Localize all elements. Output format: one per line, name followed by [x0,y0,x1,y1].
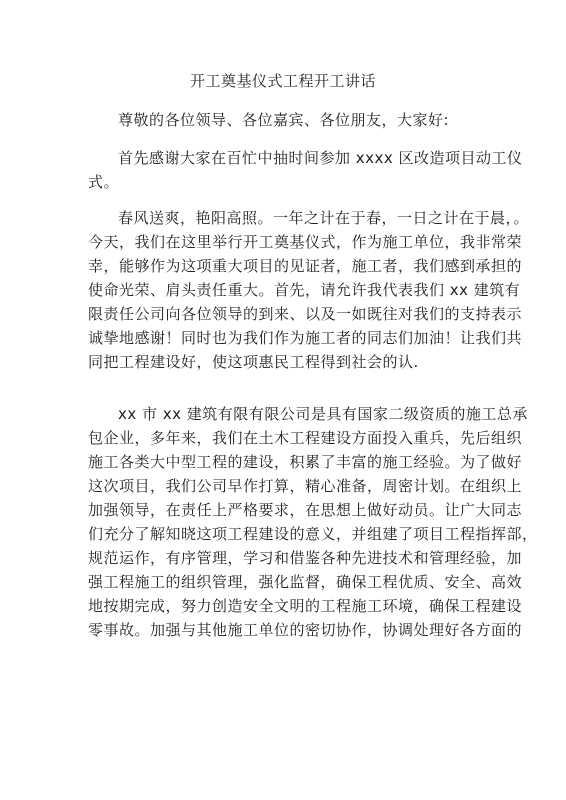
paragraph-line: 诚挚地感谢！同时也为我们作为施工者的同志们加油！让我们共 [88,329,523,347]
paragraph-line: 加强领导，在责任上严格要求，在思想上做好动员。让广大同志 [88,501,523,519]
paragraph-line: 今天，我们在这里举行开工奠基仪式，作为施工单位，我非常荣 [88,233,523,251]
paragraph-2 [88,206,530,374]
paragraph-1 [88,146,523,194]
paragraph-line: 限责任公司向各位领导的到来、以及一如既往对我们的支持表示 [88,305,523,323]
paragraph-line: 们充分了解知晓这项工程建设的意义，并组建了项目工程指挥部， [88,525,538,543]
paragraph-line: 首先感谢大家在百忙中抽时间参加 xxxx 区改造项目动工仪 [118,149,523,167]
paragraph-line: 幸，能够作为这项重大项目的见证者，施工者，我们感到承担的 [88,257,523,275]
paragraph-line: 这次项目，我们公司早作打算，精心准备，周密计划。在组织上 [88,477,523,495]
paragraph-line: 规范运作，有序管理，学习和借鉴各种先进技术和管理经验，加 [88,549,523,567]
paragraph-line: 春风送爽，艳阳高照。一年之计在于春，一日之计在于晨，。 [118,209,530,227]
paragraph-line: 零事故。加强与其他施工单位的密切协作，协调处理好各方面的 [88,621,523,639]
paragraph-line: 包企业，多年来，我们在土木工程建设方面投入重兵，先后组织 [88,429,523,447]
document-title: 开工奠基仪式工程开工讲话 [189,72,376,90]
paragraph-line: 施工各类大中型工程的建设，积累了丰富的施工经验。为了做好 [88,453,523,471]
paragraph-line: 式。 [88,173,120,191]
paragraph-line: 强工程施工的组织管理，强化监督，确保工程优质、安全、高效 [88,573,523,591]
paragraph-line: xx 市 xx 建筑有限有限公司是具有国家二级资质的施工总承 [118,405,528,423]
paragraph-line: 同把工程建设好，使这项惠民工程得到社会的认. [88,353,419,371]
greeting-line: 尊敬的各位领导、各位嘉宾、各位朋友，大家好: [118,111,450,129]
paragraph-3 [88,402,538,642]
paragraph-line: 地按期完成，努力创造安全文明的工程施工环境，确保工程建设 [88,597,523,615]
paragraph-line: 使命光荣、肩头责任重大。首先，请允许我代表我们 xx 建筑有 [88,281,521,299]
